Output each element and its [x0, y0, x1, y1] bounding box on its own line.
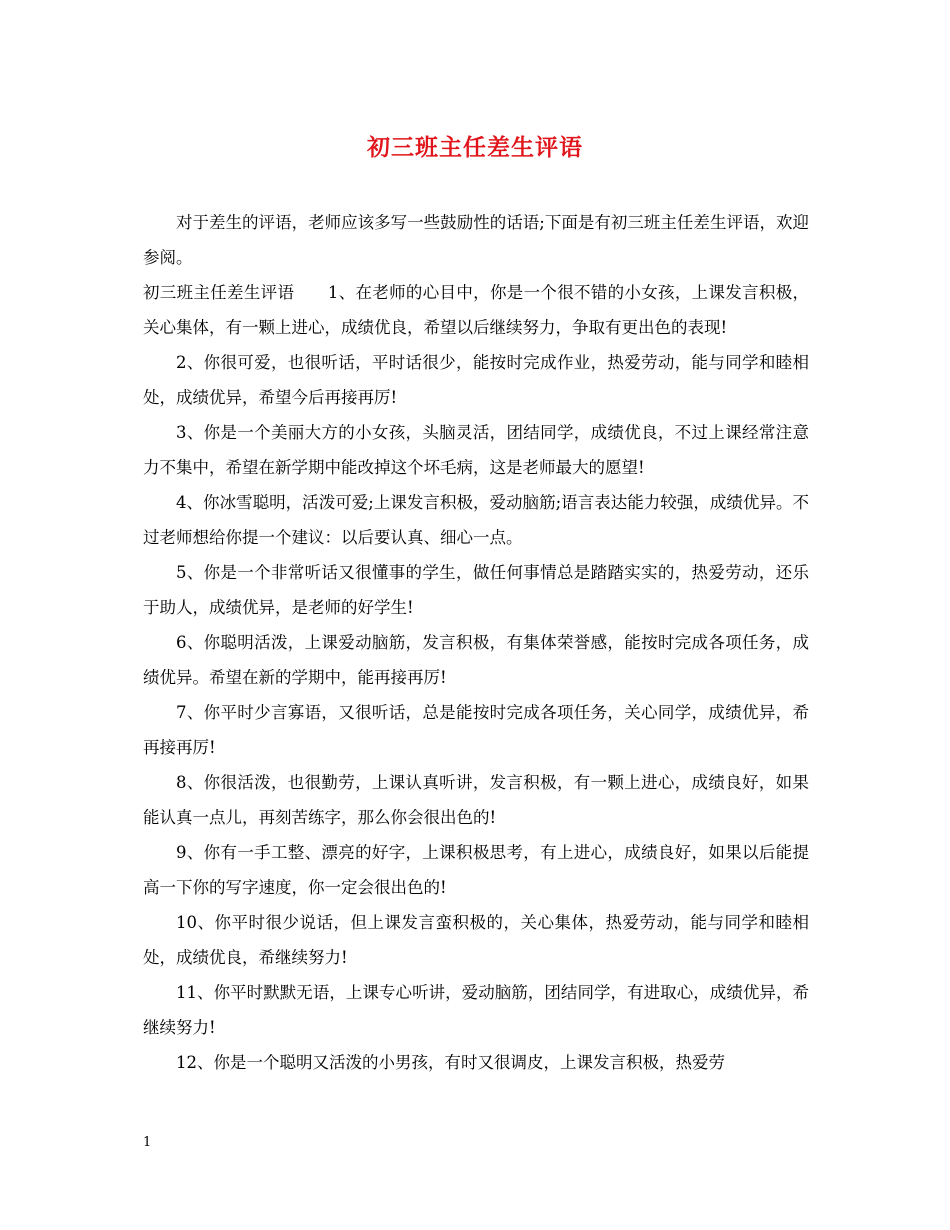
comment-item-4: 4、你冰雪聪明，活泼可爱;上课发言积极，爱动脑筋;语言表达能力较强，成绩优异。不过老师想给你提一个建议：以后要认真、细心一点。: [143, 493, 809, 547]
comment-item-9: 9、你有一手工整、漂亮的好字，上课积极思考，有上进心，成绩良好，如果以后能提高一下你的写字速度，你一定会很出色的!: [143, 843, 809, 897]
comment-item-1: 初三班主任差生评语 1、在老师的心目中，你是一个很不错的小女孩，上课发言积极，关心集体，有一颗上进心，成绩优良，希望以后继续努力，争取有更出色的表现!: [143, 283, 809, 337]
document-body: [143, 205, 809, 1080]
comment-item-12: 12、你是一个聪明又活泼的小男孩，有时又很调皮，上课发言积极，热爱劳: [176, 1053, 725, 1072]
intro-paragraph: 对于差生的评语，老师应该多写一些鼓励性的话语;下面是有初三班主任差生评语，欢迎参阅。: [143, 213, 809, 267]
document-title: 初三班主任差生评语: [367, 134, 583, 161]
comment-item-8: 8、你很活泼，也很勤劳，上课认真听讲，发言积极，有一颗上进心，成绩良好，如果能认真一点儿，再刻苦练字，那么你会很出色的!: [143, 773, 809, 827]
comment-item-6: 6、你聪明活泼，上课爱动脑筋，发言积极，有集体荣誉感，能按时完成各项任务，成绩优异。希望在新的学期中，能再接再厉!: [143, 633, 809, 687]
comment-item-10: 10、你平时很少说话，但上课发言蛮积极的，关心集体，热爱劳动，能与同学和睦相处，成绩优良，希继续努力!: [143, 913, 809, 967]
comment-item-3: 3、你是一个美丽大方的小女孩，头脑灵活，团结同学，成绩优良，不过上课经常注意力不集中，希望在新学期中能改掉这个坏毛病，这是老师最大的愿望!: [143, 423, 809, 477]
comment-item-7: 7、你平时少言寡语，又很听话，总是能按时完成各项任务，关心同学，成绩优异，希再接再厉!: [143, 703, 809, 757]
comment-item-2: 2、你很可爱，也很听话，平时话很少，能按时完成作业，热爱劳动，能与同学和睦相处，成绩优异，希望今后再接再厉!: [143, 353, 809, 407]
comment-item-5: 5、你是一个非常听话又很懂事的学生，做任何事情总是踏踏实实的，热爱劳动，还乐于助人，成绩优异，是老师的好学生!: [143, 563, 809, 617]
comment-item-11: 11、你平时默默无语，上课专心听讲，爱动脑筋，团结同学，有进取心，成绩优异，希继续努力!: [143, 983, 809, 1037]
page-number: 1: [143, 1135, 152, 1150]
